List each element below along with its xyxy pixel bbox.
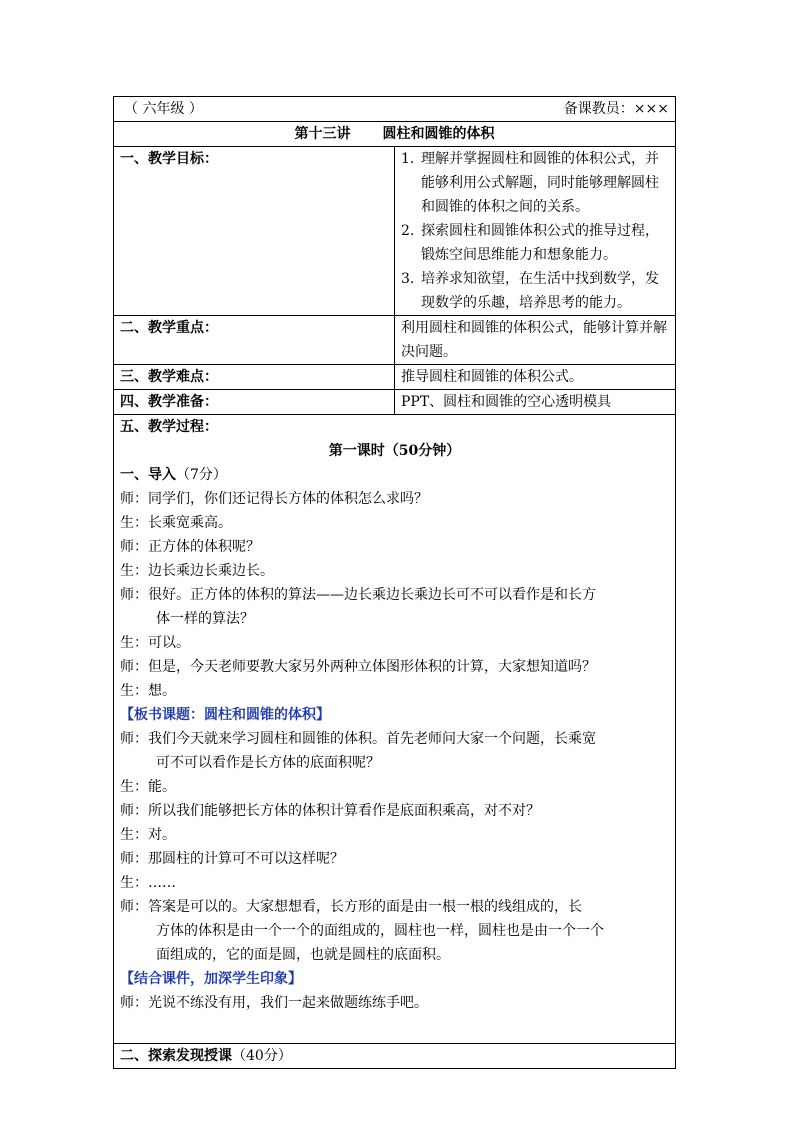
dialogue-line: 师：所以我们能够把长方体的体积计算看作是底面积乘高，对不对？	[120, 803, 540, 819]
dialogue-line: 面组成的，它的面是圆，也就是圆柱的底面积。	[156, 947, 450, 963]
objectives-label: 一、教学目标：	[114, 147, 395, 316]
dialogue-line: 师：但是，今天老师要教大家另外两种立体图形体积的计算，大家想知道吗？	[120, 659, 596, 675]
difficulty-label: 三、教学难点：	[114, 365, 395, 390]
objectives-list	[401, 147, 669, 315]
difficulty-text: 推导圆柱和圆锥的体积公式。	[395, 365, 676, 390]
lecture-topic: 圆柱和圆锥的体积	[382, 126, 495, 142]
objectives-content	[395, 147, 676, 316]
key-point-row	[114, 316, 676, 365]
session-title: 第一课时（50分钟）	[328, 443, 461, 459]
board-note: 【板书课题：圆柱和圆锥的体积】	[120, 707, 330, 723]
objective-number: 3.	[401, 271, 415, 287]
dialogue-line: 生：对。	[120, 827, 176, 843]
dialogue-line: 师：答案是可以的。大家想想看，长方形的面是由一根一根的线组成的，长	[120, 899, 582, 915]
section2-row	[114, 1044, 676, 1069]
intro-title: 一、导入	[120, 467, 176, 483]
dialogue-line: 师：正方体的体积呢？	[120, 539, 260, 555]
dialogue-line-continued: 方体的体积是由一个一个的面组成的，圆柱也一样，圆柱也是由一个一个	[156, 923, 604, 939]
section2-time: （40分）	[232, 1048, 292, 1064]
preparation-text: PPT、圆柱和圆锥的空心透明模具	[395, 390, 676, 415]
intro-time: （7分）	[176, 467, 227, 483]
process-row	[114, 415, 676, 1044]
objective-item	[401, 147, 669, 219]
dialogue-line-continued: 可不可以看作是长方体的底面积呢？	[156, 755, 380, 771]
process-label: 五、教学过程：	[120, 419, 218, 435]
header-row	[114, 97, 676, 122]
section2-title: 二、探索发现授课	[120, 1048, 232, 1064]
lecture-number: 第十三讲	[294, 126, 351, 142]
section2-cell	[114, 1044, 676, 1069]
dialogue	[120, 487, 669, 1033]
objective-item	[401, 267, 669, 315]
difficulty-row	[114, 365, 676, 390]
dialogue-line: 生：……	[120, 875, 176, 891]
objectives-row	[114, 147, 676, 316]
objective-text: 探索圆柱和圆锥体积公式的推导过程，锻炼空间思维能力和想象能力。	[421, 223, 659, 263]
dialogue-line: 生：长乘宽乘高。	[120, 515, 232, 531]
dialogue-line: 师：很好。正方体的体积的算法——边长乘边长乘边长可不可以看作是和长方	[120, 587, 596, 603]
objective-number: 2.	[401, 223, 415, 239]
dialogue-line: 生：想。	[120, 683, 176, 699]
objective-number: 1.	[401, 151, 415, 167]
dialogue-line: 师：那圆柱的计算可不可以这样呢？	[120, 851, 344, 867]
dialogue-line: 师：光说不练没有用，我们一起来做题练练手吧。	[120, 995, 428, 1011]
objective-item	[401, 219, 669, 267]
preparation-label: 四、教学准备：	[114, 390, 395, 415]
dialogue-line: 生：可以。	[120, 635, 190, 651]
lecture-title	[114, 122, 676, 147]
dialogue-line: 师：我们今天就来学习圆柱和圆锥的体积。首先老师问大家一个问题，长乘宽	[120, 731, 596, 747]
preparation-row	[114, 390, 676, 415]
grade-label: （ 六年级 ）	[124, 101, 203, 117]
key-point-text: 利用圆柱和圆锥的体积公式，能够计算并解决问题。	[395, 316, 676, 365]
teacher-label: 备课教员：×××	[563, 101, 669, 117]
key-point-label: 二、教学重点：	[114, 316, 395, 365]
process-cell	[114, 415, 676, 1044]
title-row	[114, 122, 676, 147]
header-cell	[114, 97, 676, 122]
lesson-plan-sheet	[113, 96, 676, 1069]
objective-text: 培养求知欲望，在生活中找到数学，发现数学的乐趣，培养思考的能力。	[421, 271, 659, 311]
objective-text: 理解并掌握圆柱和圆锥的体积公式，并能够利用公式解题，同时能够理解圆柱和圆锥的体积之间的关系。	[421, 151, 659, 215]
blank-line	[120, 1015, 669, 1033]
board-note: 【结合课件，加深学生印象】	[120, 971, 302, 987]
lesson-plan-table	[113, 96, 676, 1069]
dialogue-line: 生：边长乘边长乘边长。	[120, 563, 274, 579]
dialogue-line: 师：同学们，你们还记得长方体的体积怎么求吗？	[120, 491, 428, 507]
dialogue-line-continued: 体一样的算法？	[156, 611, 254, 627]
dialogue-line: 生：能。	[120, 779, 176, 795]
intro-heading	[120, 463, 669, 487]
